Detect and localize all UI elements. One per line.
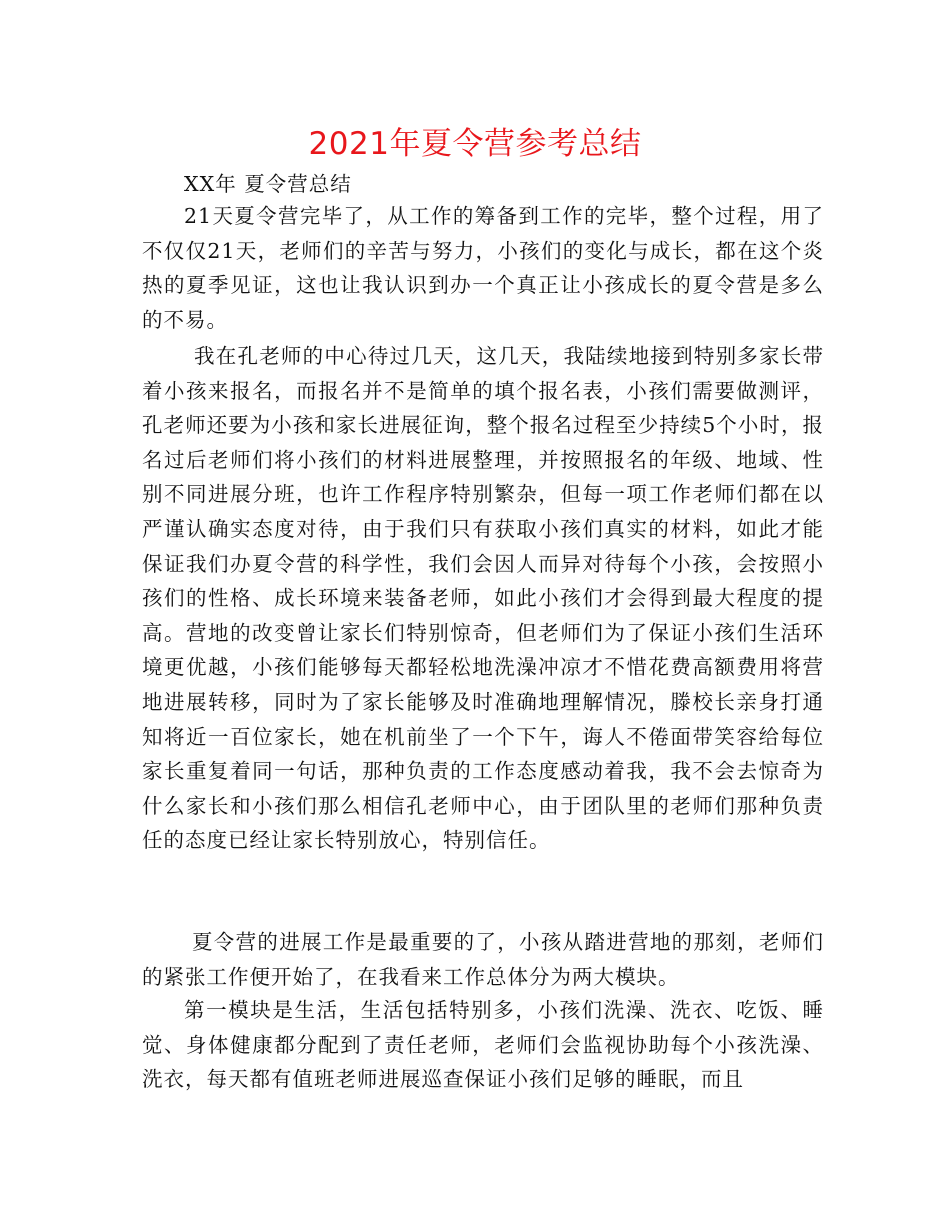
paragraph-3: 夏令营的进展工作是最重要的了，小孩从踏进营地的那刻，老师们的紧张工作便开始了，在我看来工作总体分为两大模块。 — [142, 930, 824, 989]
paragraph-4: 第一模块是生活，生活包括特别多，小孩们洗澡、洗衣、吃饭、睡觉、身体健康都分配到了责任老师，老师们会监视协助每个小孩洗澡、洗衣，每天都有值班老师进展巡查保证小孩们足够的睡眠，而且 — [142, 998, 824, 1092]
paragraph-2: 我在孔老师的中心待过几天，这几天，我陆续地接到特别多家长带着小孩来报名，而报名并不是简单的填个报名表，小孩们需要做测评，孔老师还要为小孩和家长进展征询，整个报名过程至少持续5个小时，报名过后老师们将小孩们的材料进展整理，并按照报名的年级、地域、性别不同进展分班，也许工作程序特别繁杂，但每一项工作老师们都在以严谨认确实态度对待，由于我们只有获取小孩们真实的材料，如此才能保证我们办夏令营的科学性，我们会因人而异对待每个小孩，会按照小孩们的性格、成长环境来装备老师，如此小孩们才会得到最大程度的提高。营地的改变曾让家长们特别惊奇，但老师们为了保证小孩们生活环境更优越，小孩们能够每天都轻松地洗澡冲凉才不惜花费高额费用将营地进展转移，同时为了家长能够及时准确地理解情况，滕校长亲身打通知将近一百位家长，她在机前坐了一个下午，诲人不倦面带笑容给每位家长重复着同一句话，那种负责的工作态度感动着我，我不会去惊奇为什么家长和小孩们那么相信孔老师中心，由于团队里的老师们那种负责任的态度已经让家长特别放心，特别信任。 — [142, 344, 824, 853]
document-title: 2021年夏令营参考总结 — [308, 126, 642, 162]
document-subtitle: XX年 夏令营总结 — [184, 172, 352, 196]
paragraph-1: 21天夏令营完毕了，从工作的筹备到工作的完毕，整个过程，用了不仅仅21天，老师们的辛苦与努力，小孩们的变化与成长，都在这个炎热的夏季见证，这也让我认识到办一个真正让小孩成长的夏令营是多么的不易。 — [142, 204, 824, 332]
